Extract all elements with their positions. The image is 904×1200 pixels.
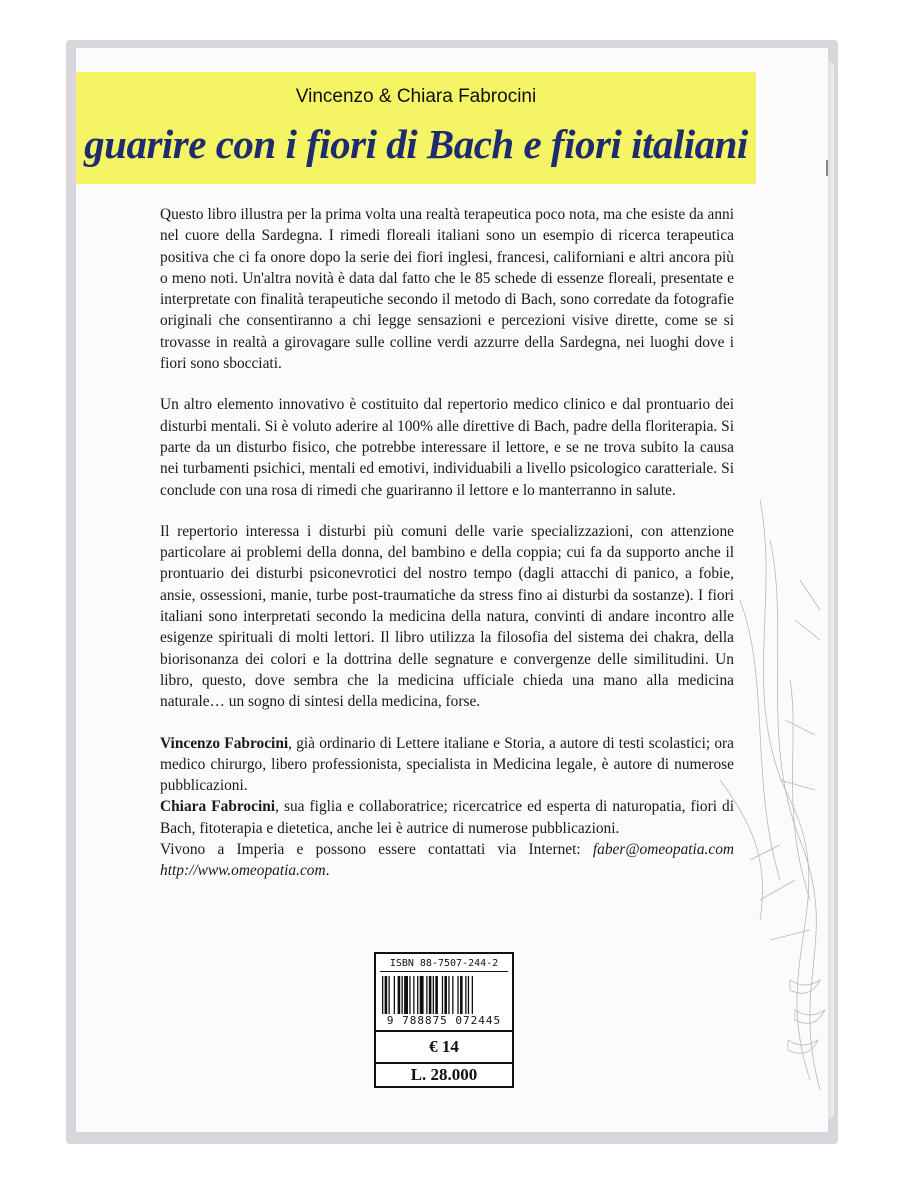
barcode-bar bbox=[417, 976, 418, 1014]
barcode-bar bbox=[472, 976, 473, 1014]
author-bio-vincenzo bbox=[160, 733, 734, 797]
barcode-bar bbox=[435, 976, 438, 1014]
barcode-bar bbox=[389, 976, 390, 1014]
contact-info bbox=[160, 839, 734, 882]
isbn-label: ISBN 88-7507-244-2 bbox=[380, 958, 508, 972]
author-bio-chiara bbox=[160, 796, 734, 839]
barcode-bar bbox=[420, 976, 424, 1014]
contact-url: http://www.omeopatia.com bbox=[160, 862, 326, 880]
blurb-paragraph-2: Un altro elemento innovativo è costituito dal repertorio medico clinico e dal prontuario dei disturbi mentali. Si è voluto aderire al 100% alle direttive di Bach, padre della floriterapia. Si parte da un disturbo fisico, che potrebbe interessare il lettore, e se ne trova subito la causa nei turbamenti psichici, mentali ed emotivi, individuabili a livello psicologico caratteriale. Si conclude con una rosa di rimedi che guariranno il lettore e lo manterranno in salute. bbox=[160, 396, 734, 499]
barcode-bar bbox=[409, 976, 410, 1014]
barcode-bar bbox=[433, 976, 434, 1014]
book-title: guarire con i fiori di Bach e fiori italiani bbox=[84, 121, 748, 167]
barcode-bars bbox=[380, 976, 508, 1014]
bio-name: Vincenzo Fabrocini bbox=[160, 734, 289, 752]
barcode-bar bbox=[404, 976, 408, 1014]
flower-sketch-illustration bbox=[700, 480, 830, 1100]
contact-text: Vivono a Imperia e possono essere contattati via Internet: bbox=[160, 841, 593, 859]
barcode-bar bbox=[442, 976, 443, 1014]
barcode-bar bbox=[465, 976, 466, 1014]
barcode-bar bbox=[413, 976, 414, 1014]
barcode-bar bbox=[444, 976, 447, 1014]
barcode-bar bbox=[426, 976, 427, 1014]
blurb-paragraph-3: Il repertorio interessa i disturbi più comuni delle varie specializzazioni, con attenzione particolare ai problemi della donna, del bambino e della coppia; cui fa da supporto anche il prontuario dei disturbi psiconevrotici del nostro tempo (dagli attacchi di panico, a fobie, ansie, ossessioni, manie, turbe post-traumatiche da stress fino ai disturbi da sostanze). I fiori italiani sono interpretati secondo la medicina della natura, convinti di andare incontro alle esigenze spirituali di molti lettori. Il libro utilizza la filosofia del sistema dei chakra, della biorisonanza dei colori e la dottrina delle segnature e convergenze delle similitudini. Un libro, questo, dove sembra che la medicina ufficiale chieda una mano alla medicina naturale… un sogno di sintesi della medicina, forse. bbox=[160, 522, 734, 711]
authors: Vincenzo & Chiara Fabrocini bbox=[295, 86, 537, 107]
barcode-bar bbox=[394, 976, 395, 1014]
price-euro: € 14 bbox=[376, 1030, 512, 1062]
barcode-bar bbox=[398, 976, 401, 1014]
barcode-bar bbox=[448, 976, 449, 1014]
bio-name: Chiara Fabrocini bbox=[160, 798, 276, 816]
barcode-bar bbox=[452, 976, 453, 1014]
blurb-paragraph-1: Questo libro illustra per la prima volta una realtà terapeutica poco nota, ma che esiste da anni nel cuore della Sardegna. I rimedi floreali italiani sono un esempio di ricerca terapeutica positiva che ci fa onore dopo la serie dei fiori inglesi, francesi, californiani e altri ancora più o meno noti. Un'altra novità è data dal fatto che le 85 schede di essenze floreali, presentate e interpretate con finalità terapeutiche secondo il metodo di Bach, sono corredate da fotografie originali che consentiranno a chi legge sensazioni e percezioni visive dirette, come se si trovasse in realtà a girovagare sulle colline verdi azzurre della Sardegna, nei luoghi dove i fiori sono sbocciati. bbox=[160, 206, 734, 373]
barcode-bar bbox=[460, 976, 463, 1014]
contact-email: faber@omeopatia.com bbox=[592, 841, 734, 859]
barcode-number: 9 788875 072445 bbox=[386, 1014, 502, 1027]
contact-end: . bbox=[325, 862, 330, 880]
barcode-bar bbox=[429, 976, 432, 1014]
price-lire: L. 28.000 bbox=[376, 1062, 512, 1086]
blurb bbox=[160, 204, 734, 882]
barcode-bar bbox=[402, 976, 403, 1014]
barcode-bar bbox=[468, 976, 469, 1014]
bio-text: , sua figlia e collaboratrice; ricercatrice ed esperta di naturopatia, fiori di Bach, fitoterapia e dietetica, anche lei è autrice di numerose pubblicazioni. bbox=[160, 798, 734, 837]
barcode-bar bbox=[382, 976, 383, 1014]
barcode-bar bbox=[457, 976, 458, 1014]
barcode-bar bbox=[385, 976, 388, 1014]
bio-text: , già ordinario di Lettere italiane e Storia, a autore di testi scolastici; ora medico chirurgo, libero professionista, specialista in Medicina legale, è autore di numerose pubblicazioni. bbox=[160, 734, 735, 795]
spine-mark bbox=[826, 160, 828, 176]
